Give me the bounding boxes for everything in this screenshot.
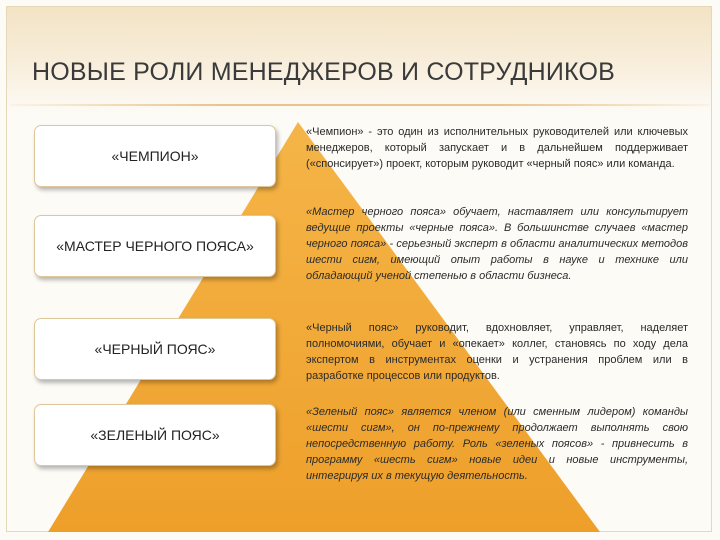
role-box-champion: «ЧЕМПИОН»	[34, 125, 276, 187]
role-box-black-belt: «ЧЕРНЫЙ ПОЯС»	[34, 318, 276, 380]
role-box-green-belt: «ЗЕЛЕНЫЙ ПОЯС»	[34, 404, 276, 466]
slide-title: НОВЫЕ РОЛИ МЕНЕДЖЕРОВ И СОТРУДНИКОВ	[32, 58, 616, 86]
role-description-black-belt: «Черный пояс» руководит, вдохновляет, управляет, наделяет полномочиями, обучает и «опекает» коллег, становясь по ходу дела экспертом в инструментах оценки и устранения проблем или в разработке процессов или продуктов.	[306, 322, 688, 382]
role-box-master-black-belt: «МАСТЕР ЧЕРНОГО ПОЯСА»	[34, 215, 276, 277]
role-description-master-black-belt: «Мастер черного пояса» обучает, наставляет или консультирует ведущие проекты «черные пояса». В большинстве случаев «мастер черного пояса» - серьезный эксперт в области аналитических методов шести сигм, имеющий опыт работы в науке и технике или обладающий ученой степенью в области бизнеса.	[306, 206, 688, 282]
role-description-champion: «Чемпион» - это один из исполнительных руководителей или ключевых менеджеров, который запускает и в дальнейшем поддерживает («спонсирует») проект, которым руководит «черный пояс» или команда.	[306, 126, 688, 170]
role-description-green-belt: «Зеленый пояс» является членом (или сменным лидером) команды «шести сигм», он по-прежнему продолжает выполнять свою непосредственную работу. Роль «зеленых поясов» - привнесить в программу «шесть сигм» новые идеи и новые инструменты, интегрируя их в текущую деятельность.	[306, 406, 688, 482]
